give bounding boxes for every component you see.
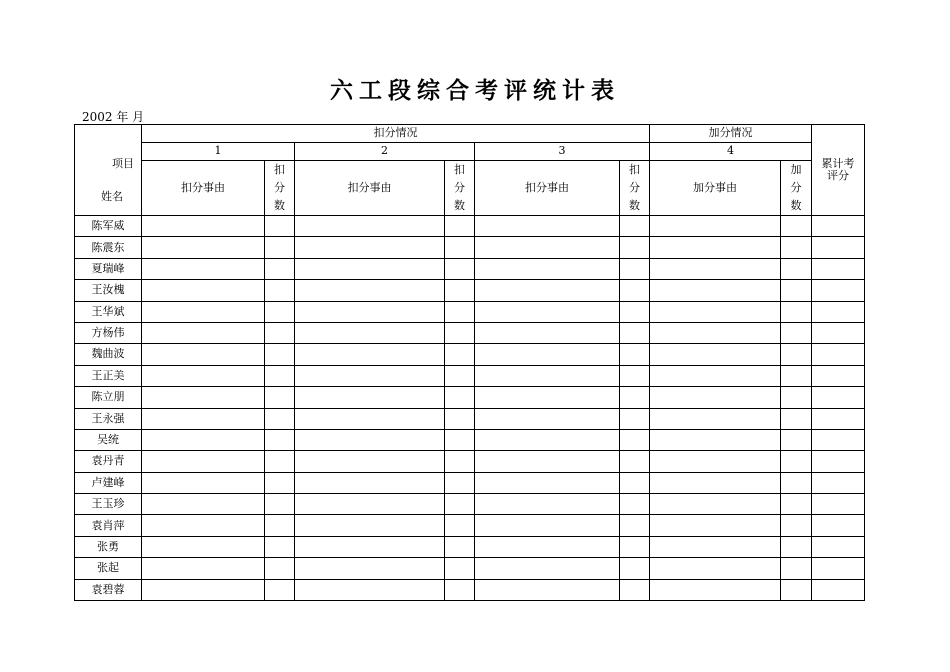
score-cell[interactable] <box>265 258 295 279</box>
score-cell[interactable] <box>445 387 475 408</box>
score-cell[interactable] <box>142 408 265 429</box>
score-cell[interactable] <box>781 472 812 493</box>
score-cell[interactable] <box>475 216 620 237</box>
score-cell[interactable] <box>142 280 265 301</box>
table-row <box>75 322 865 343</box>
table-row <box>75 301 865 322</box>
employee-name: 王永强 <box>75 408 142 429</box>
score-cell[interactable] <box>295 579 445 600</box>
score-cell[interactable] <box>142 429 265 450</box>
total-score-header: 累计考评分 <box>812 125 865 216</box>
score-cell[interactable] <box>812 536 865 557</box>
score-cell[interactable] <box>620 344 650 365</box>
score-cell[interactable] <box>781 365 812 386</box>
employee-name: 夏瑞峰 <box>75 258 142 279</box>
score-cell[interactable] <box>650 258 781 279</box>
score-cell[interactable] <box>265 451 295 472</box>
score-cell[interactable] <box>781 536 812 557</box>
score-cell[interactable] <box>650 429 781 450</box>
score-cell[interactable] <box>812 322 865 343</box>
employee-name: 方杨伟 <box>75 322 142 343</box>
table-row <box>75 429 865 450</box>
score-cell[interactable] <box>295 451 445 472</box>
bonus-group-header: 加分情况 <box>650 125 812 143</box>
score-cell[interactable] <box>265 365 295 386</box>
score-cell[interactable] <box>142 301 265 322</box>
table-row <box>75 216 865 237</box>
score-cell[interactable] <box>445 558 475 579</box>
score-cell[interactable] <box>650 365 781 386</box>
score-cell[interactable] <box>475 322 620 343</box>
score-cell[interactable] <box>781 280 812 301</box>
score-cell[interactable] <box>295 408 445 429</box>
score-cell[interactable] <box>295 237 445 258</box>
score-cell[interactable] <box>781 579 812 600</box>
score-cell[interactable] <box>475 429 620 450</box>
table-row <box>75 387 865 408</box>
score-cell[interactable] <box>650 344 781 365</box>
score-cell[interactable] <box>812 558 865 579</box>
score-cell[interactable] <box>620 322 650 343</box>
score-cell[interactable] <box>620 237 650 258</box>
score-cell[interactable] <box>620 280 650 301</box>
score-cell[interactable] <box>620 558 650 579</box>
score-cell[interactable] <box>295 322 445 343</box>
score-cell[interactable] <box>295 365 445 386</box>
score-cell[interactable] <box>781 344 812 365</box>
score-cell[interactable] <box>142 365 265 386</box>
score-cell[interactable] <box>812 387 865 408</box>
score-cell[interactable] <box>781 451 812 472</box>
score-cell[interactable] <box>445 472 475 493</box>
score-cell[interactable] <box>620 429 650 450</box>
score-cell[interactable] <box>620 216 650 237</box>
evaluation-table <box>74 124 865 601</box>
employee-name: 陈震东 <box>75 237 142 258</box>
score-cell[interactable] <box>142 237 265 258</box>
score-cell[interactable] <box>265 237 295 258</box>
score-cell[interactable] <box>620 515 650 536</box>
score-cell[interactable] <box>445 429 475 450</box>
score-cell[interactable] <box>265 216 295 237</box>
item-label: 项目 <box>112 157 134 171</box>
score-cell[interactable] <box>265 515 295 536</box>
table-row <box>75 472 865 493</box>
score-cell[interactable] <box>445 216 475 237</box>
table-row <box>75 365 865 386</box>
score-cell[interactable] <box>295 494 445 515</box>
score-cell[interactable] <box>812 216 865 237</box>
score-cell[interactable] <box>142 515 265 536</box>
table-row <box>75 536 865 557</box>
score-cell[interactable] <box>142 579 265 600</box>
score-cell[interactable] <box>445 301 475 322</box>
score-cell[interactable] <box>142 558 265 579</box>
score-cell[interactable] <box>650 494 781 515</box>
score-cell[interactable] <box>265 494 295 515</box>
reason-header-2: 扣分事由 <box>295 161 445 216</box>
score-cell[interactable] <box>265 344 295 365</box>
score-cell[interactable] <box>475 365 620 386</box>
score-cell[interactable] <box>781 558 812 579</box>
employee-name: 王玉珍 <box>75 494 142 515</box>
score-cell[interactable] <box>812 451 865 472</box>
table-row <box>75 558 865 579</box>
score-cell[interactable] <box>781 237 812 258</box>
score-cell[interactable] <box>475 472 620 493</box>
score-cell[interactable] <box>445 322 475 343</box>
document-title: 六工段综合考评统计表 <box>330 78 620 104</box>
score-cell[interactable] <box>812 258 865 279</box>
score-cell[interactable] <box>142 258 265 279</box>
employee-name: 魏曲波 <box>75 344 142 365</box>
score-cell[interactable] <box>265 579 295 600</box>
score-cell[interactable] <box>445 280 475 301</box>
table-row <box>75 494 865 515</box>
score-cell[interactable] <box>781 258 812 279</box>
score-cell[interactable] <box>265 536 295 557</box>
score-cell[interactable] <box>781 301 812 322</box>
score-cell[interactable] <box>650 451 781 472</box>
deduction-group-header: 扣分情况 <box>142 125 650 143</box>
score-cell[interactable] <box>620 451 650 472</box>
score-cell[interactable] <box>142 472 265 493</box>
reason-header-1: 扣分事由 <box>142 161 265 216</box>
score-cell[interactable] <box>781 322 812 343</box>
score-cell[interactable] <box>295 216 445 237</box>
score-cell[interactable] <box>445 258 475 279</box>
score-cell[interactable] <box>445 408 475 429</box>
score-cell[interactable] <box>475 515 620 536</box>
score-cell[interactable] <box>295 258 445 279</box>
score-cell[interactable] <box>781 216 812 237</box>
table-row <box>75 344 865 365</box>
score-cell[interactable] <box>812 301 865 322</box>
score-cell[interactable] <box>650 515 781 536</box>
reason-header-4: 加分事由 <box>650 161 781 216</box>
score-cell[interactable] <box>142 387 265 408</box>
score-cell[interactable] <box>650 579 781 600</box>
score-cell[interactable] <box>620 365 650 386</box>
group-number-4: 4 <box>650 143 812 161</box>
score-header-3: 扣 分 数 <box>620 161 650 216</box>
employee-name: 王汝槐 <box>75 280 142 301</box>
score-cell[interactable] <box>445 451 475 472</box>
score-cell[interactable] <box>445 579 475 600</box>
date-line: 2002 年 月 <box>82 110 145 124</box>
score-cell[interactable] <box>650 408 781 429</box>
score-cell[interactable] <box>295 301 445 322</box>
score-cell[interactable] <box>265 387 295 408</box>
score-cell[interactable] <box>781 387 812 408</box>
score-cell[interactable] <box>475 536 620 557</box>
name-label: 姓名 <box>101 189 123 203</box>
table-row <box>75 451 865 472</box>
score-cell[interactable] <box>650 280 781 301</box>
employee-name: 吴统 <box>75 429 142 450</box>
score-cell[interactable] <box>781 408 812 429</box>
table-row <box>75 237 865 258</box>
score-cell[interactable] <box>650 237 781 258</box>
score-cell[interactable] <box>650 387 781 408</box>
score-cell[interactable] <box>445 365 475 386</box>
score-cell[interactable] <box>265 429 295 450</box>
reason-header-3: 扣分事由 <box>475 161 620 216</box>
score-cell[interactable] <box>295 344 445 365</box>
table-row <box>75 408 865 429</box>
score-cell[interactable] <box>445 515 475 536</box>
score-cell[interactable] <box>265 301 295 322</box>
score-cell[interactable] <box>812 579 865 600</box>
score-cell[interactable] <box>142 322 265 343</box>
score-cell[interactable] <box>812 408 865 429</box>
score-cell[interactable] <box>295 536 445 557</box>
score-cell[interactable] <box>142 216 265 237</box>
score-cell[interactable] <box>620 536 650 557</box>
score-cell[interactable] <box>265 558 295 579</box>
score-header-4: 加 分 数 <box>781 161 812 216</box>
score-cell[interactable] <box>620 408 650 429</box>
employee-name: 袁丹青 <box>75 451 142 472</box>
score-cell[interactable] <box>142 451 265 472</box>
score-cell[interactable] <box>295 387 445 408</box>
table-row <box>75 579 865 600</box>
score-cell[interactable] <box>620 494 650 515</box>
score-cell[interactable] <box>295 558 445 579</box>
score-cell[interactable] <box>812 515 865 536</box>
group-number-3: 3 <box>475 143 650 161</box>
score-cell[interactable] <box>812 429 865 450</box>
score-cell[interactable] <box>295 472 445 493</box>
score-cell[interactable] <box>812 494 865 515</box>
score-cell[interactable] <box>781 494 812 515</box>
score-cell[interactable] <box>650 216 781 237</box>
employee-name: 陈军威 <box>75 216 142 237</box>
score-cell[interactable] <box>142 536 265 557</box>
score-cell[interactable] <box>620 472 650 493</box>
score-cell[interactable] <box>445 237 475 258</box>
score-cell[interactable] <box>812 237 865 258</box>
group-number-2: 2 <box>295 143 475 161</box>
employee-name: 张勇 <box>75 536 142 557</box>
score-cell[interactable] <box>650 301 781 322</box>
table-row <box>75 515 865 536</box>
score-cell[interactable] <box>265 472 295 493</box>
score-cell[interactable] <box>620 579 650 600</box>
employee-name: 张起 <box>75 558 142 579</box>
employee-name: 王正美 <box>75 365 142 386</box>
score-cell[interactable] <box>475 451 620 472</box>
score-cell[interactable] <box>650 536 781 557</box>
score-cell[interactable] <box>295 280 445 301</box>
score-cell[interactable] <box>475 494 620 515</box>
score-cell[interactable] <box>812 280 865 301</box>
score-cell[interactable] <box>781 515 812 536</box>
employee-name: 袁碧蓉 <box>75 579 142 600</box>
score-cell[interactable] <box>265 322 295 343</box>
employee-name: 袁肖萍 <box>75 515 142 536</box>
score-cell[interactable] <box>812 472 865 493</box>
score-cell[interactable] <box>142 494 265 515</box>
score-cell[interactable] <box>295 429 445 450</box>
score-cell[interactable] <box>445 536 475 557</box>
employee-name: 卢建峰 <box>75 472 142 493</box>
group-number-1: 1 <box>142 143 295 161</box>
employee-name: 陈立朋 <box>75 387 142 408</box>
table-row <box>75 280 865 301</box>
score-cell[interactable] <box>650 558 781 579</box>
employee-name: 王华斌 <box>75 301 142 322</box>
score-cell[interactable] <box>475 301 620 322</box>
score-cell[interactable] <box>475 579 620 600</box>
score-cell[interactable] <box>475 344 620 365</box>
score-cell[interactable] <box>781 429 812 450</box>
score-cell[interactable] <box>620 258 650 279</box>
score-cell[interactable] <box>475 258 620 279</box>
score-cell[interactable] <box>475 387 620 408</box>
score-header-1: 扣 分 数 <box>265 161 295 216</box>
score-cell[interactable] <box>475 408 620 429</box>
score-cell[interactable] <box>650 322 781 343</box>
score-cell[interactable] <box>142 344 265 365</box>
score-cell[interactable] <box>812 344 865 365</box>
score-cell[interactable] <box>620 301 650 322</box>
score-cell[interactable] <box>295 515 445 536</box>
score-cell[interactable] <box>620 387 650 408</box>
score-cell[interactable] <box>445 494 475 515</box>
score-cell[interactable] <box>445 344 475 365</box>
score-header-2: 扣 分 数 <box>445 161 475 216</box>
score-cell[interactable] <box>475 237 620 258</box>
score-cell[interactable] <box>475 558 620 579</box>
table-row <box>75 258 865 279</box>
score-cell[interactable] <box>265 280 295 301</box>
score-cell[interactable] <box>475 280 620 301</box>
score-cell[interactable] <box>650 472 781 493</box>
score-cell[interactable] <box>812 365 865 386</box>
header-corner-cell <box>75 125 142 216</box>
score-cell[interactable] <box>265 408 295 429</box>
